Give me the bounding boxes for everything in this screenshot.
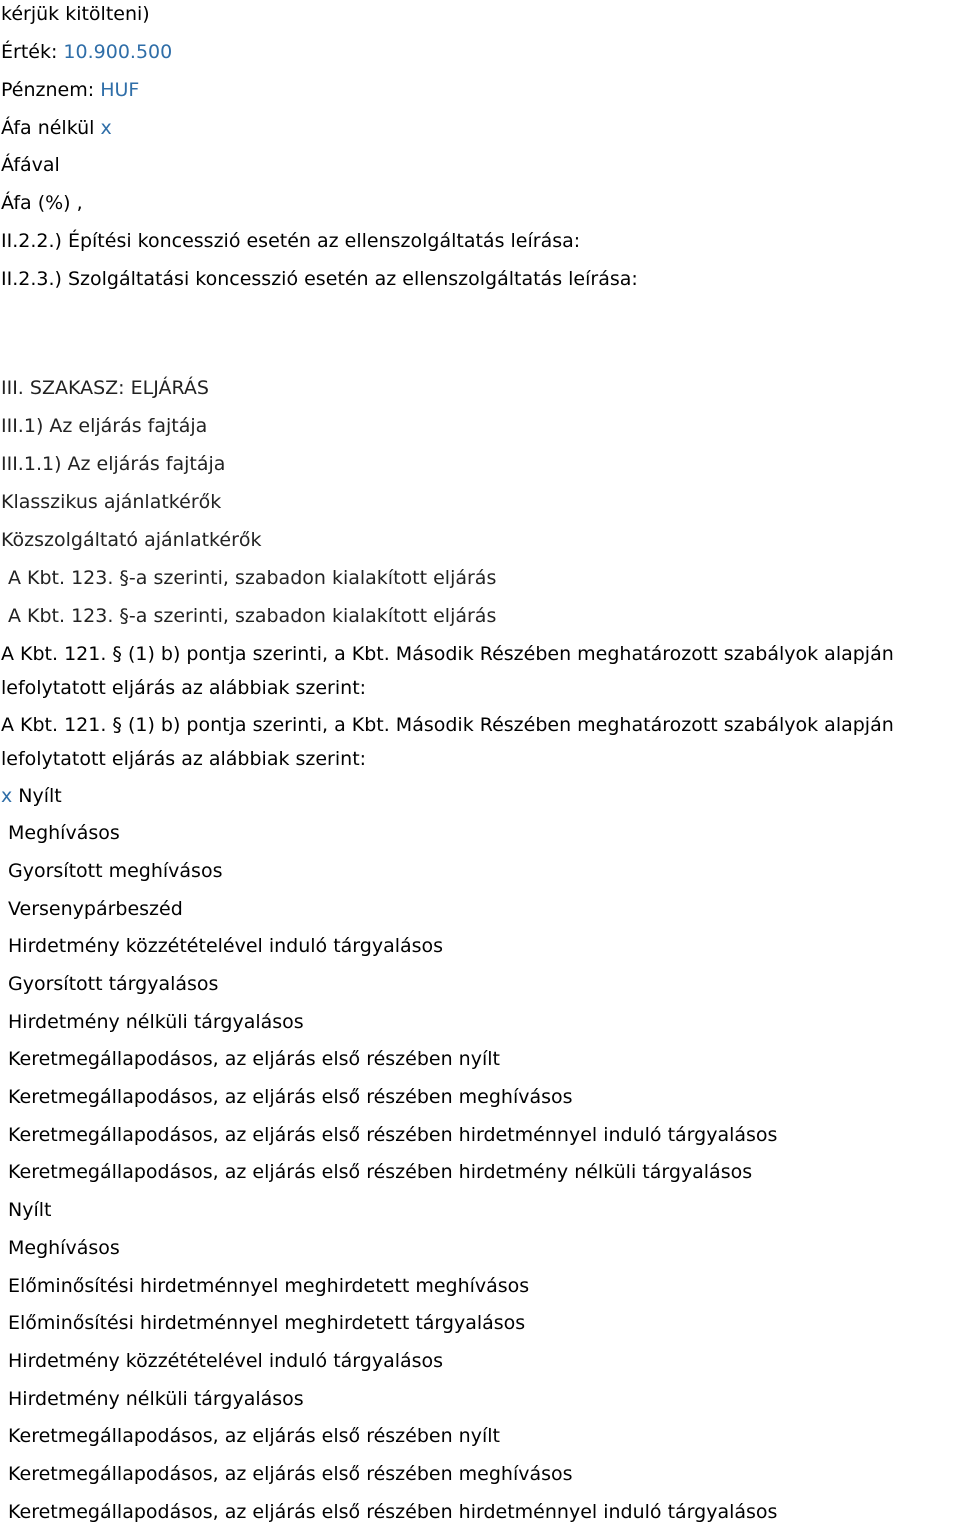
kbt-123-option-2: A Kbt. 123. §-a szerinti, szabadon kialakított eljárás	[8, 605, 497, 627]
kbt-121-option-1-line1: A Kbt. 121. § (1) b) pontja szerinti, a Kbt. Második Részében meghatározott szabályok alapján	[1, 643, 894, 665]
kbt-123-option-1: A Kbt. 123. §-a szerinti, szabadon kialakított eljárás	[8, 567, 497, 589]
procedure-option: Előminősítési hirdetménnyel meghirdetett tárgyalásos	[8, 1312, 526, 1334]
procedure-option: Előminősítési hirdetménnyel meghirdetett meghívásos	[8, 1275, 530, 1297]
vat-excluded-row	[1, 116, 112, 140]
procedure-option: Hirdetmény közzétételével induló tárgyalásos	[8, 935, 444, 957]
vat-included-label: Áfával	[1, 154, 60, 176]
value-label: Érték:	[1, 41, 58, 63]
procedure-option: Hirdetmény közzétételével induló tárgyalásos	[8, 1350, 444, 1372]
procedure-option: Hirdetmény nélküli tárgyalásos	[8, 1388, 304, 1410]
section-ii-2-2-heading: II.2.2.) Építési koncesszió esetén az ellenszolgáltatás leírása:	[1, 230, 581, 252]
procedure-option: Keretmegállapodásos, az eljárás első részében meghívásos	[8, 1086, 573, 1108]
procedure-option: Versenypárbeszéd	[8, 898, 183, 920]
currency-row	[1, 78, 139, 102]
vat-percent-label: Áfa (%) ,	[1, 192, 83, 214]
vat-excluded-mark: x	[100, 117, 112, 139]
currency-label: Pénznem:	[1, 79, 95, 101]
currency-value: HUF	[100, 79, 140, 101]
procedure-option: Keretmegállapodásos, az eljárás első részében hirdetmény nélküli tárgyalásos	[8, 1161, 753, 1183]
classic-contracting-label: Klasszikus ajánlatkérők	[1, 491, 222, 513]
procedure-option: Gyorsított meghívásos	[8, 860, 223, 882]
vat-excluded-label: Áfa nélkül	[1, 117, 95, 139]
value-row	[1, 40, 172, 64]
procedure-option: Meghívásos	[8, 822, 120, 844]
section-iii-title: III. SZAKASZ: ELJÁRÁS	[1, 377, 209, 399]
utility-contracting-label: Közszolgáltató ajánlatkérők	[1, 529, 262, 551]
section-iii-1-1-heading: III.1.1) Az eljárás fajtája	[1, 453, 226, 475]
kbt-121-option-2-line1: A Kbt. 121. § (1) b) pontja szerinti, a Kbt. Második Részében meghatározott szabályok alapján	[1, 714, 894, 736]
procedure-option: Meghívásos	[8, 1237, 120, 1259]
procedure-option: Keretmegállapodásos, az eljárás első részében nyílt	[8, 1425, 500, 1447]
procedure-option: Nyílt	[8, 1199, 52, 1221]
open-procedure-row	[1, 784, 62, 808]
kbt-121-option-2-line2: lefolytatott eljárás az alábbiak szerint:	[1, 748, 367, 770]
procedure-option: Gyorsított tárgyalásos	[8, 973, 219, 995]
open-procedure-label: Nyílt	[18, 785, 62, 807]
section-iii-1-heading: III.1) Az eljárás fajtája	[1, 415, 208, 437]
procedure-option: Keretmegállapodásos, az eljárás első részében hirdetménnyel induló tárgyalásos	[8, 1124, 778, 1146]
procedure-option: Keretmegállapodásos, az eljárás első részében meghívásos	[8, 1463, 573, 1485]
section-ii-2-3-heading: II.2.3.) Szolgáltatási koncesszió esetén az ellenszolgáltatás leírása:	[1, 268, 638, 290]
continuation-text: kérjük kitölteni)	[1, 3, 150, 25]
value-amount: 10.900.500	[63, 41, 173, 63]
procedure-option: Keretmegállapodásos, az eljárás első részében hirdetménnyel induló tárgyalásos	[8, 1501, 778, 1523]
open-procedure-mark: x	[1, 785, 13, 807]
procedure-option: Keretmegállapodásos, az eljárás első részében nyílt	[8, 1048, 500, 1070]
procedure-option: Hirdetmény nélküli tárgyalásos	[8, 1011, 304, 1033]
kbt-121-option-1-line2: lefolytatott eljárás az alábbiak szerint:	[1, 677, 367, 699]
